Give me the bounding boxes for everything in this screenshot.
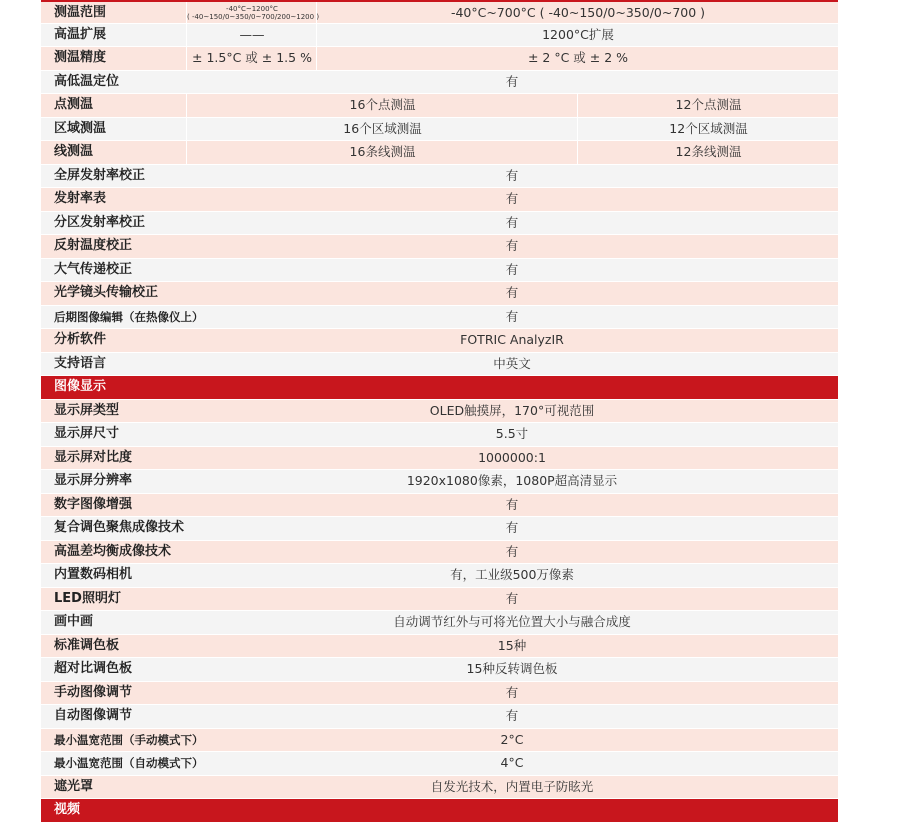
spec-value: 1000000:1 (478, 449, 546, 465)
spec-row (41, 0, 838, 24)
spec-row (41, 705, 838, 729)
spec-label: 分区发射率校正 (54, 214, 146, 230)
spec-value-model-b: 1200°C扩展 (316, 24, 839, 47)
spec-value: 4°C (500, 755, 524, 770)
spec-row (41, 564, 838, 588)
spec-value: 有 (505, 285, 519, 300)
spec-label: 显示屏分辨率 (54, 473, 133, 488)
spec-label: 高温扩展 (54, 26, 107, 42)
spec-label: 发射率表 (54, 191, 107, 206)
spec-value: 自发光技术，内置电子防眩光 (430, 778, 594, 794)
spec-label: LED照明灯 (54, 590, 121, 606)
spec-value-model-a: 16个区域测温 (186, 118, 578, 141)
spec-label: 反射温度校正 (54, 238, 133, 253)
spec-value: 有 (505, 214, 519, 230)
spec-row (41, 71, 838, 95)
spec-label: 内置数码相机 (54, 567, 133, 582)
spec-value: 有 (505, 191, 519, 206)
spec-label: 分析软件 (54, 332, 107, 347)
spec-label: 测温精度 (54, 50, 107, 65)
spec-value: 有 (505, 590, 519, 606)
spec-value: 有，工业级500万像素 (450, 567, 574, 582)
spec-value: 有 (505, 238, 519, 253)
spec-label: 手动图像调节 (54, 684, 133, 700)
spec-label: 标准调色板 (54, 637, 120, 653)
spec-row (41, 470, 838, 494)
section-header (41, 799, 838, 823)
spec-row (41, 165, 838, 189)
spec-label: 显示屏尺寸 (54, 426, 120, 441)
spec-label: 显示屏类型 (54, 402, 120, 418)
spec-row (41, 235, 838, 259)
spec-label: 高温差均衡成像技术 (54, 543, 172, 559)
spec-row (41, 306, 838, 330)
spec-value: 有 (505, 684, 519, 700)
spec-value: 15种 (497, 637, 527, 653)
section-title: 图像显示 (54, 379, 107, 394)
spec-row (41, 611, 838, 635)
spec-label: 超对比调色板 (54, 661, 133, 676)
spec-value: 有 (505, 308, 519, 324)
spec-row (41, 423, 838, 447)
spec-value: FOTRIC AnalyzIR (460, 332, 564, 347)
spec-row (41, 541, 838, 565)
spec-value: 有 (505, 708, 519, 723)
spec-value: 中英文 (493, 355, 531, 371)
spec-row (41, 494, 838, 518)
spec-label: 最小温宽范围（手动模式下） (54, 732, 204, 747)
spec-value: OLED触摸屏，170°可视范围 (429, 402, 595, 418)
spec-value-model-b: -40°C~700°C ( -40~150/0~350/0~700 ) (316, 2, 839, 23)
spec-table (41, 0, 838, 823)
spec-label: 支持语言 (54, 355, 107, 371)
spec-row (41, 776, 838, 800)
spec-label: 线测温 (54, 144, 94, 159)
spec-label: 自动图像调节 (54, 708, 133, 723)
spec-value: 自动调节红外与可将光位置大小与融合成度 (393, 614, 631, 629)
spec-value-model-b: 12个点测温 (577, 94, 839, 117)
spec-row (41, 447, 838, 471)
spec-value: 有 (505, 543, 519, 559)
spec-value: 5.5寸 (495, 426, 529, 441)
spec-label: 光学镜头传输校正 (54, 285, 159, 300)
spec-row (41, 729, 838, 753)
spec-label: 测温范围 (54, 5, 107, 20)
spec-label: 遮光罩 (54, 778, 94, 794)
spec-value-line: ( -40~150/0~350/0~700/200~1200 ) (187, 13, 320, 21)
spec-label: 数字图像增强 (54, 496, 133, 512)
spec-row (41, 94, 838, 118)
spec-row (41, 259, 838, 283)
spec-label: 画中画 (54, 614, 94, 629)
spec-row (41, 353, 838, 377)
spec-value: 15种反转调色板 (466, 661, 558, 676)
spec-label: 复合调色聚焦成像技术 (54, 520, 185, 535)
spec-row (41, 588, 838, 612)
spec-value-line: -40°C~1200°C (226, 5, 278, 13)
spec-row (41, 658, 838, 682)
spec-row (41, 24, 838, 48)
spec-row (41, 682, 838, 706)
spec-label: 区域测温 (54, 120, 107, 136)
spec-label: 点测温 (54, 97, 94, 112)
spec-row (41, 752, 838, 776)
spec-label: 显示屏对比度 (54, 449, 133, 465)
spec-value-model-a: —— (186, 24, 317, 47)
spec-value: 有 (505, 73, 519, 89)
spec-label: 大气传递校正 (54, 261, 133, 277)
spec-label: 最小温宽范围（自动模式下） (54, 756, 204, 770)
spec-value-model-b: 12个区域测温 (577, 118, 839, 141)
spec-row (41, 188, 838, 212)
spec-row (41, 118, 838, 142)
spec-value: 有 (505, 520, 519, 535)
spec-row (41, 329, 838, 353)
spec-row (41, 141, 838, 165)
spec-value-model-b: ± 2 °C 或 ± 2 % (316, 47, 839, 70)
spec-value: 2°C (500, 731, 524, 747)
spec-label: 全屏发射率校正 (54, 167, 146, 183)
spec-row (41, 635, 838, 659)
spec-label: 后期图像编辑（在热像仪上） (54, 309, 204, 324)
spec-value-model-b: 12条线测温 (577, 141, 839, 164)
section-title: 视频 (54, 802, 81, 817)
spec-value: 有 (505, 496, 519, 512)
spec-value: 有 (505, 261, 519, 277)
spec-row (41, 212, 838, 236)
spec-value-model-a (186, 2, 320, 26)
spec-value: 有 (505, 167, 519, 183)
spec-value-model-a: 16个点测温 (186, 94, 578, 117)
section-header (41, 376, 838, 400)
spec-row (41, 517, 838, 541)
spec-value-model-a: ± 1.5°C 或 ± 1.5 % (186, 47, 317, 70)
spec-label: 高低温定位 (54, 73, 120, 89)
spec-value-model-a: 16条线测温 (186, 141, 578, 164)
spec-row (41, 282, 838, 306)
spec-value: 1920x1080像素，1080P超高清显示 (406, 473, 618, 488)
spec-row (41, 47, 838, 71)
spec-row (41, 400, 838, 424)
